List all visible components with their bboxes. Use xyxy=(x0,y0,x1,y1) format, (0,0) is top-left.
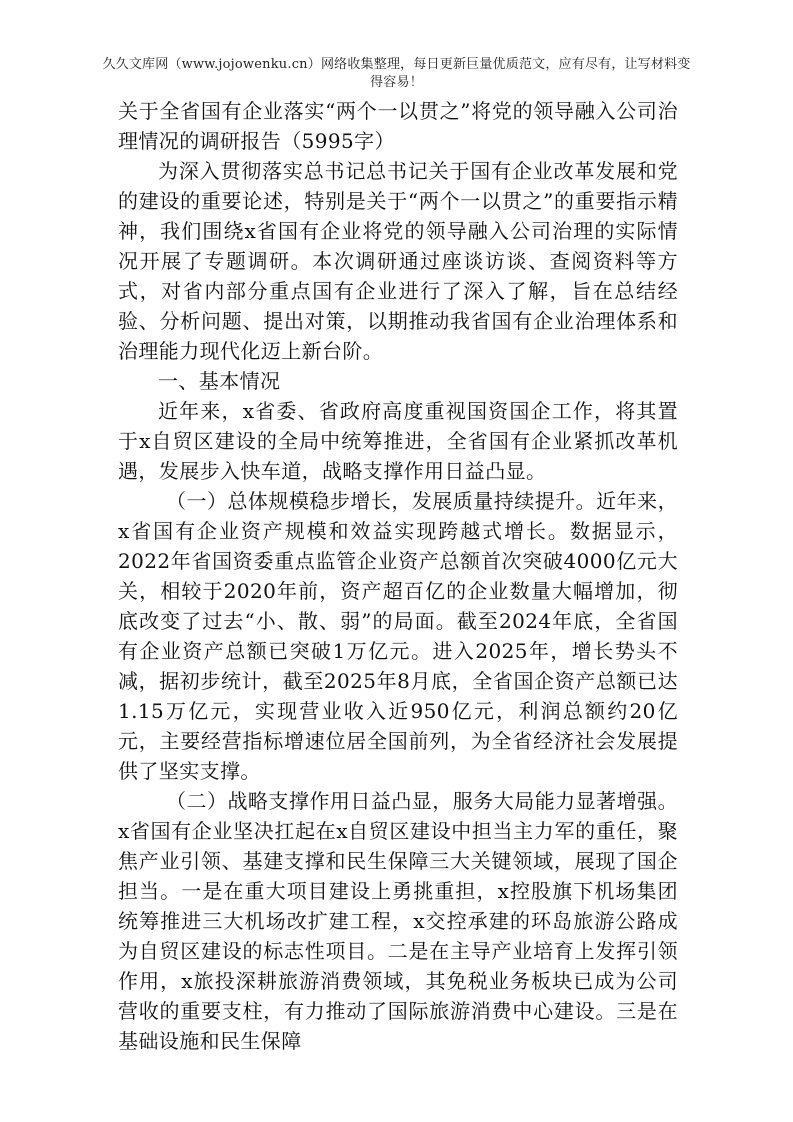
header-note: 久久文库网（www.jojowenku.cn）网络收集整理，每日更新巨量优质范文，应有尽有，让写材料变得容易！ xyxy=(102,57,691,90)
document-body xyxy=(118,96,678,1056)
subsection2-paragraph: （二）战略支撑作用日益凸显，服务大局能力显著增强。x省国有企业坚决扛起在x自贸区建设中担当主力军的重任，聚焦产业引领、基建支撑和民生保障三大关键领域，展现了国企担当。一是在重大项目建设上勇挑重担，x控股旗下机场集团统筹推进三大机场改扩建工程，x交控承建的环岛旅游公路成为自贸区建设的标志性项目。二是在主导产业培育上发挥引领作用，x旅投深耕旅游消费领域，其免税业务板块已成为公司营收的重要支柱，有力推动了国际旅游消费中心建设。三是在基础设施和民生保障 xyxy=(118,789,678,1053)
section1-intro-paragraph: 近年来，x省委、省政府高度重视国资国企工作，将其置于x自贸区建设的全局中统筹推进，全省国有企业紧抓改革机遇，发展步入快车道，战略支撑作用日益凸显。 xyxy=(118,399,678,483)
document-title: 关于全省国有企业落实“两个一以贯之”将党的领导融入公司治理情况的调研报告（5995字） xyxy=(118,99,678,153)
section-heading-basic-situation: 一、基本情况 xyxy=(158,369,281,393)
subsection1-paragraph: （一）总体规模稳步增长，发展质量持续提升。近年来，x省国有企业资产规模和效益实现跨越式增长。数据显示，2022年省国资委重点监管企业资产总额首次突破4000亿元大关，相较于2020年前，资产超百亿的企业数量大幅增加，彻底改变了过去“小、散、弱”的局面。截至2024年底，全省国有企业资产总额已突破1万亿元。进入2025年，增长势头不减，据初步统计，截至2025年8月底，全省国企资产总额已达1.15万亿元，实现营业收入近950亿元，利润总额约20亿元，主要经营指标增速位居全国前列，为全省经济社会发展提供了坚实支撑。 xyxy=(118,489,678,783)
intro-paragraph: 为深入贯彻落实总书记总书记关于国有企业改革发展和党的建设的重要论述，特别是关于“两个一以贯之”的重要指示精神，我们围绕x省国有企业将党的领导融入公司治理的实际情况开展了专题调研。本次调研通过座谈访谈、查阅资料等方式，对省内部分重点国有企业进行了深入了解，旨在总结经验、分析问题、提出对策，以期推动我省国有企业治理体系和治理能力现代化迈上新台阶。 xyxy=(118,159,678,363)
